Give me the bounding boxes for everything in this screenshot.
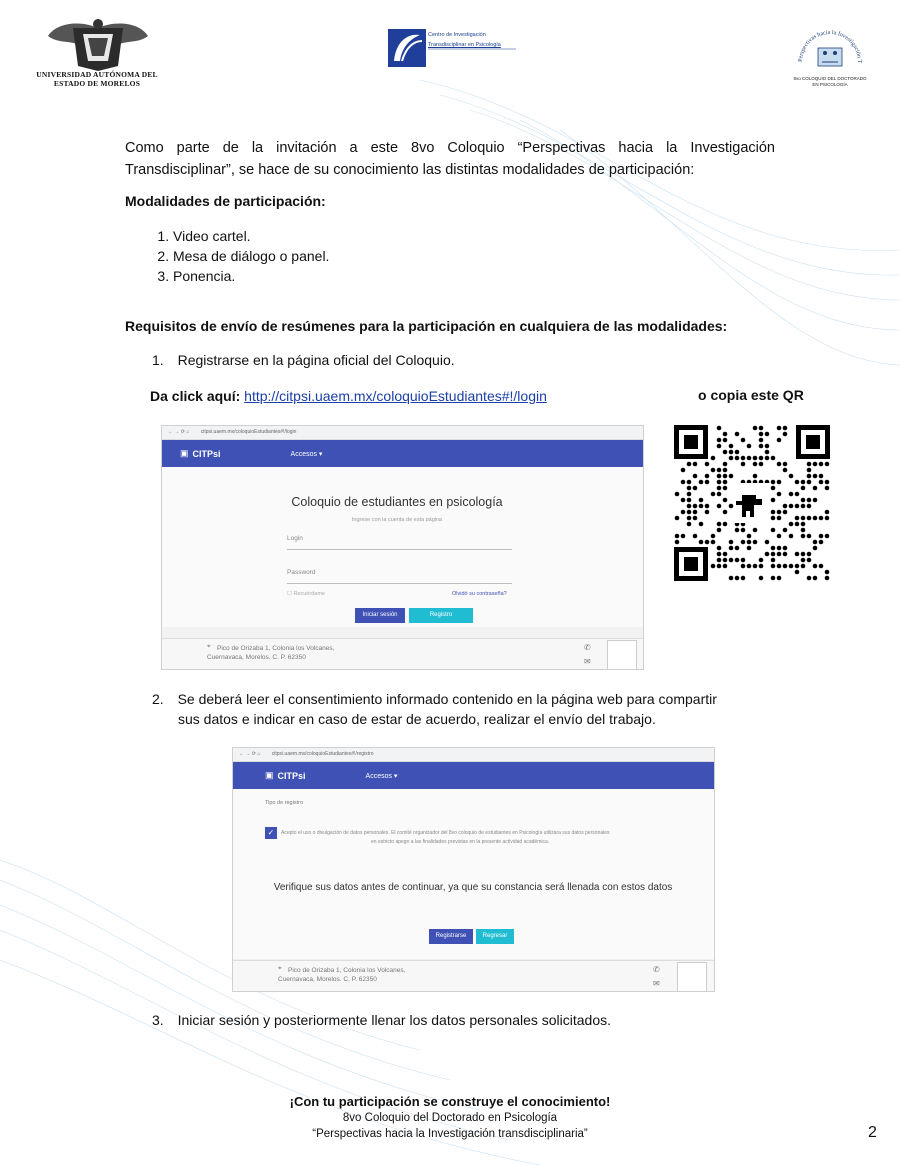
requisitos-title: Requisitos de envío de resúmenes para la participación en cualquiera de las modalidades: <box>125 318 728 334</box>
footer-slogan: ¡Con tu participación se construye el conocimiento! <box>289 1094 611 1109</box>
recaptcha-icon[interactable] <box>677 962 707 992</box>
location-icon: ⌖ <box>207 643 211 650</box>
consent-line1: Acepto el uso o divulgación de datos personales. El comité organizador del 8vo coloquio de estudiantes en Psicología utilizara sus datos personales <box>281 830 610 836</box>
citpsi-line2: Transdisciplinar en Psicología <box>428 42 501 48</box>
accesos-menu[interactable]: Accesos ▾ <box>290 450 323 458</box>
app-brand: CITPsi <box>277 770 306 781</box>
signin-button[interactable]: Iniciar sesión <box>355 608 405 623</box>
app-toolbar <box>162 440 643 467</box>
registration-form-area <box>233 789 714 959</box>
verify-message: Verifique sus datos antes de continuar, ya que su constancia será llenada con estos datos <box>273 882 673 893</box>
step-3 <box>152 1010 611 1030</box>
list-item: 2. Mesa de diálogo o panel. <box>173 246 329 266</box>
persp-title-arc: Perspectivas hacia la Investigación T <box>797 29 863 64</box>
footer-line3: “Perspectivas hacia la Investigación transdisciplinaria” <box>312 1128 588 1140</box>
perspectivas-caption: 8vo COLOQUIO DEL DOCTORADO EN PSICOLOGÍA <box>793 76 867 87</box>
mail-icon: ✉ <box>653 979 660 988</box>
modalidades-list <box>140 226 329 286</box>
step-number: 1. <box>152 352 164 368</box>
password-input[interactable]: Password <box>287 569 512 584</box>
registration-page-screenshot <box>232 747 715 992</box>
login-page-screenshot <box>161 425 644 670</box>
uaem-name <box>36 70 158 88</box>
intro-paragraph: Como parte de la invitación a este 8vo Coloquio “Perspectivas hacia la Investigación Transdisciplinar”, se hace de su conocimiento las distintas modalidades de participación: <box>125 140 775 178</box>
app-toolbar <box>233 762 714 789</box>
browser-url: citpsi.uaem.mx/coloquioEstudiantes#!/registro <box>271 751 374 757</box>
app-brand: CITPsi <box>192 448 221 459</box>
recaptcha-icon[interactable] <box>607 640 637 670</box>
browser-address-bar <box>162 426 643 440</box>
qr-code-icon[interactable] <box>672 423 832 583</box>
consent-text <box>281 829 691 847</box>
address-line1: Pico de Orizaba 1, Colonia los Volcanes, <box>288 967 406 974</box>
modalidades-title: Modalidades de participación: <box>125 193 326 209</box>
step-number: 3. <box>152 1012 164 1028</box>
step-number: 2. <box>152 691 164 707</box>
step-text: Registrarse en la página oficial del Coloquio. <box>177 352 455 368</box>
consent-line2: en estricto apego a las finalidades previstas en la presente actividad académica. <box>371 839 550 845</box>
browser-url: citpsi.uaem.mx/coloquioEstudiantes#!/login <box>200 429 297 435</box>
address-line1: Pico de Orizaba 1, Colonia los Volcanes, <box>217 645 335 652</box>
citpsi-brand-icon: ▣ <box>265 770 274 780</box>
page-footer <box>162 638 643 670</box>
checkbox-icon: ☐ <box>287 591 292 597</box>
login-form-area <box>162 467 643 627</box>
registrarse-button[interactable]: Registrarse <box>429 929 473 944</box>
step-text: Iniciar sesión y posteriormente llenar los datos personales solicitados. <box>177 1012 612 1028</box>
nav-arrows-icon: ← → ⟳ ⌂ <box>168 429 190 435</box>
step-2 <box>152 689 717 709</box>
login-page-subtitle: Ingrese con la cuenta de esta página <box>351 517 443 523</box>
click-label: Da click aquí: <box>150 388 241 404</box>
accesos-menu[interactable]: Accesos ▾ <box>365 772 398 780</box>
uaem-coat-of-arms-logo <box>38 16 158 71</box>
browser-address-bar <box>233 748 714 762</box>
list-item: 3. Ponencia. <box>173 266 329 286</box>
login-input[interactable]: Login <box>287 535 512 550</box>
step-text-line1: Se deberá leer el consentimiento informado contenido en la página web para compartir <box>177 691 717 707</box>
list-item: 1. Video cartel. <box>173 226 329 246</box>
consent-checkbox[interactable]: ✓ <box>265 827 277 839</box>
mail-icon: ✉ <box>584 657 591 666</box>
login-page-title: Coloquio de estudiantes en psicología <box>291 495 503 509</box>
page-number: 2 <box>868 1124 877 1141</box>
phone-icon: ✆ <box>584 643 591 652</box>
footer-line2: 8vo Coloquio del Doctorado en Psicología <box>342 1112 558 1124</box>
citpsi-line1: Centro de Investigación <box>428 32 486 38</box>
register-button[interactable]: Registro <box>409 608 473 623</box>
address-line2: Cuernavaca, Morelos. C. P. 62350 <box>278 976 377 983</box>
step-1 <box>152 350 455 370</box>
nav-arrows-icon: ← → ⟳ ⌂ <box>239 751 261 757</box>
uaem-name-line2: ESTADO DE MORELOS <box>53 79 141 88</box>
page-footer <box>233 960 714 992</box>
phone-icon: ✆ <box>653 965 660 974</box>
remember-checkbox[interactable] <box>287 591 325 597</box>
click-here-line <box>150 386 547 406</box>
regresar-button[interactable]: Regresar <box>476 929 514 944</box>
uaem-name-line1: UNIVERSIDAD AUTÓNOMA DEL <box>36 70 158 79</box>
tipo-registro-label: Tipo de registro <box>265 800 304 806</box>
forgot-password-link[interactable]: Olvidó su contraseña? <box>452 591 507 597</box>
remember-label: Recuérdame <box>293 591 325 597</box>
citpsi-logo-text <box>428 32 501 49</box>
address-line2: Cuernavaca, Morelos. C. P. 62350 <box>207 654 306 661</box>
step-text-line2: sus datos e indicar en caso de estar de acuerdo, realizar el envío del trabajo. <box>178 711 656 727</box>
registration-link[interactable]: http://citpsi.uaem.mx/coloquioEstudiantes#!/login <box>244 388 547 404</box>
location-icon: ⌖ <box>278 965 282 972</box>
citpsi-brand-icon: ▣ <box>180 448 189 458</box>
qr-label: o copia este QR <box>698 387 804 403</box>
